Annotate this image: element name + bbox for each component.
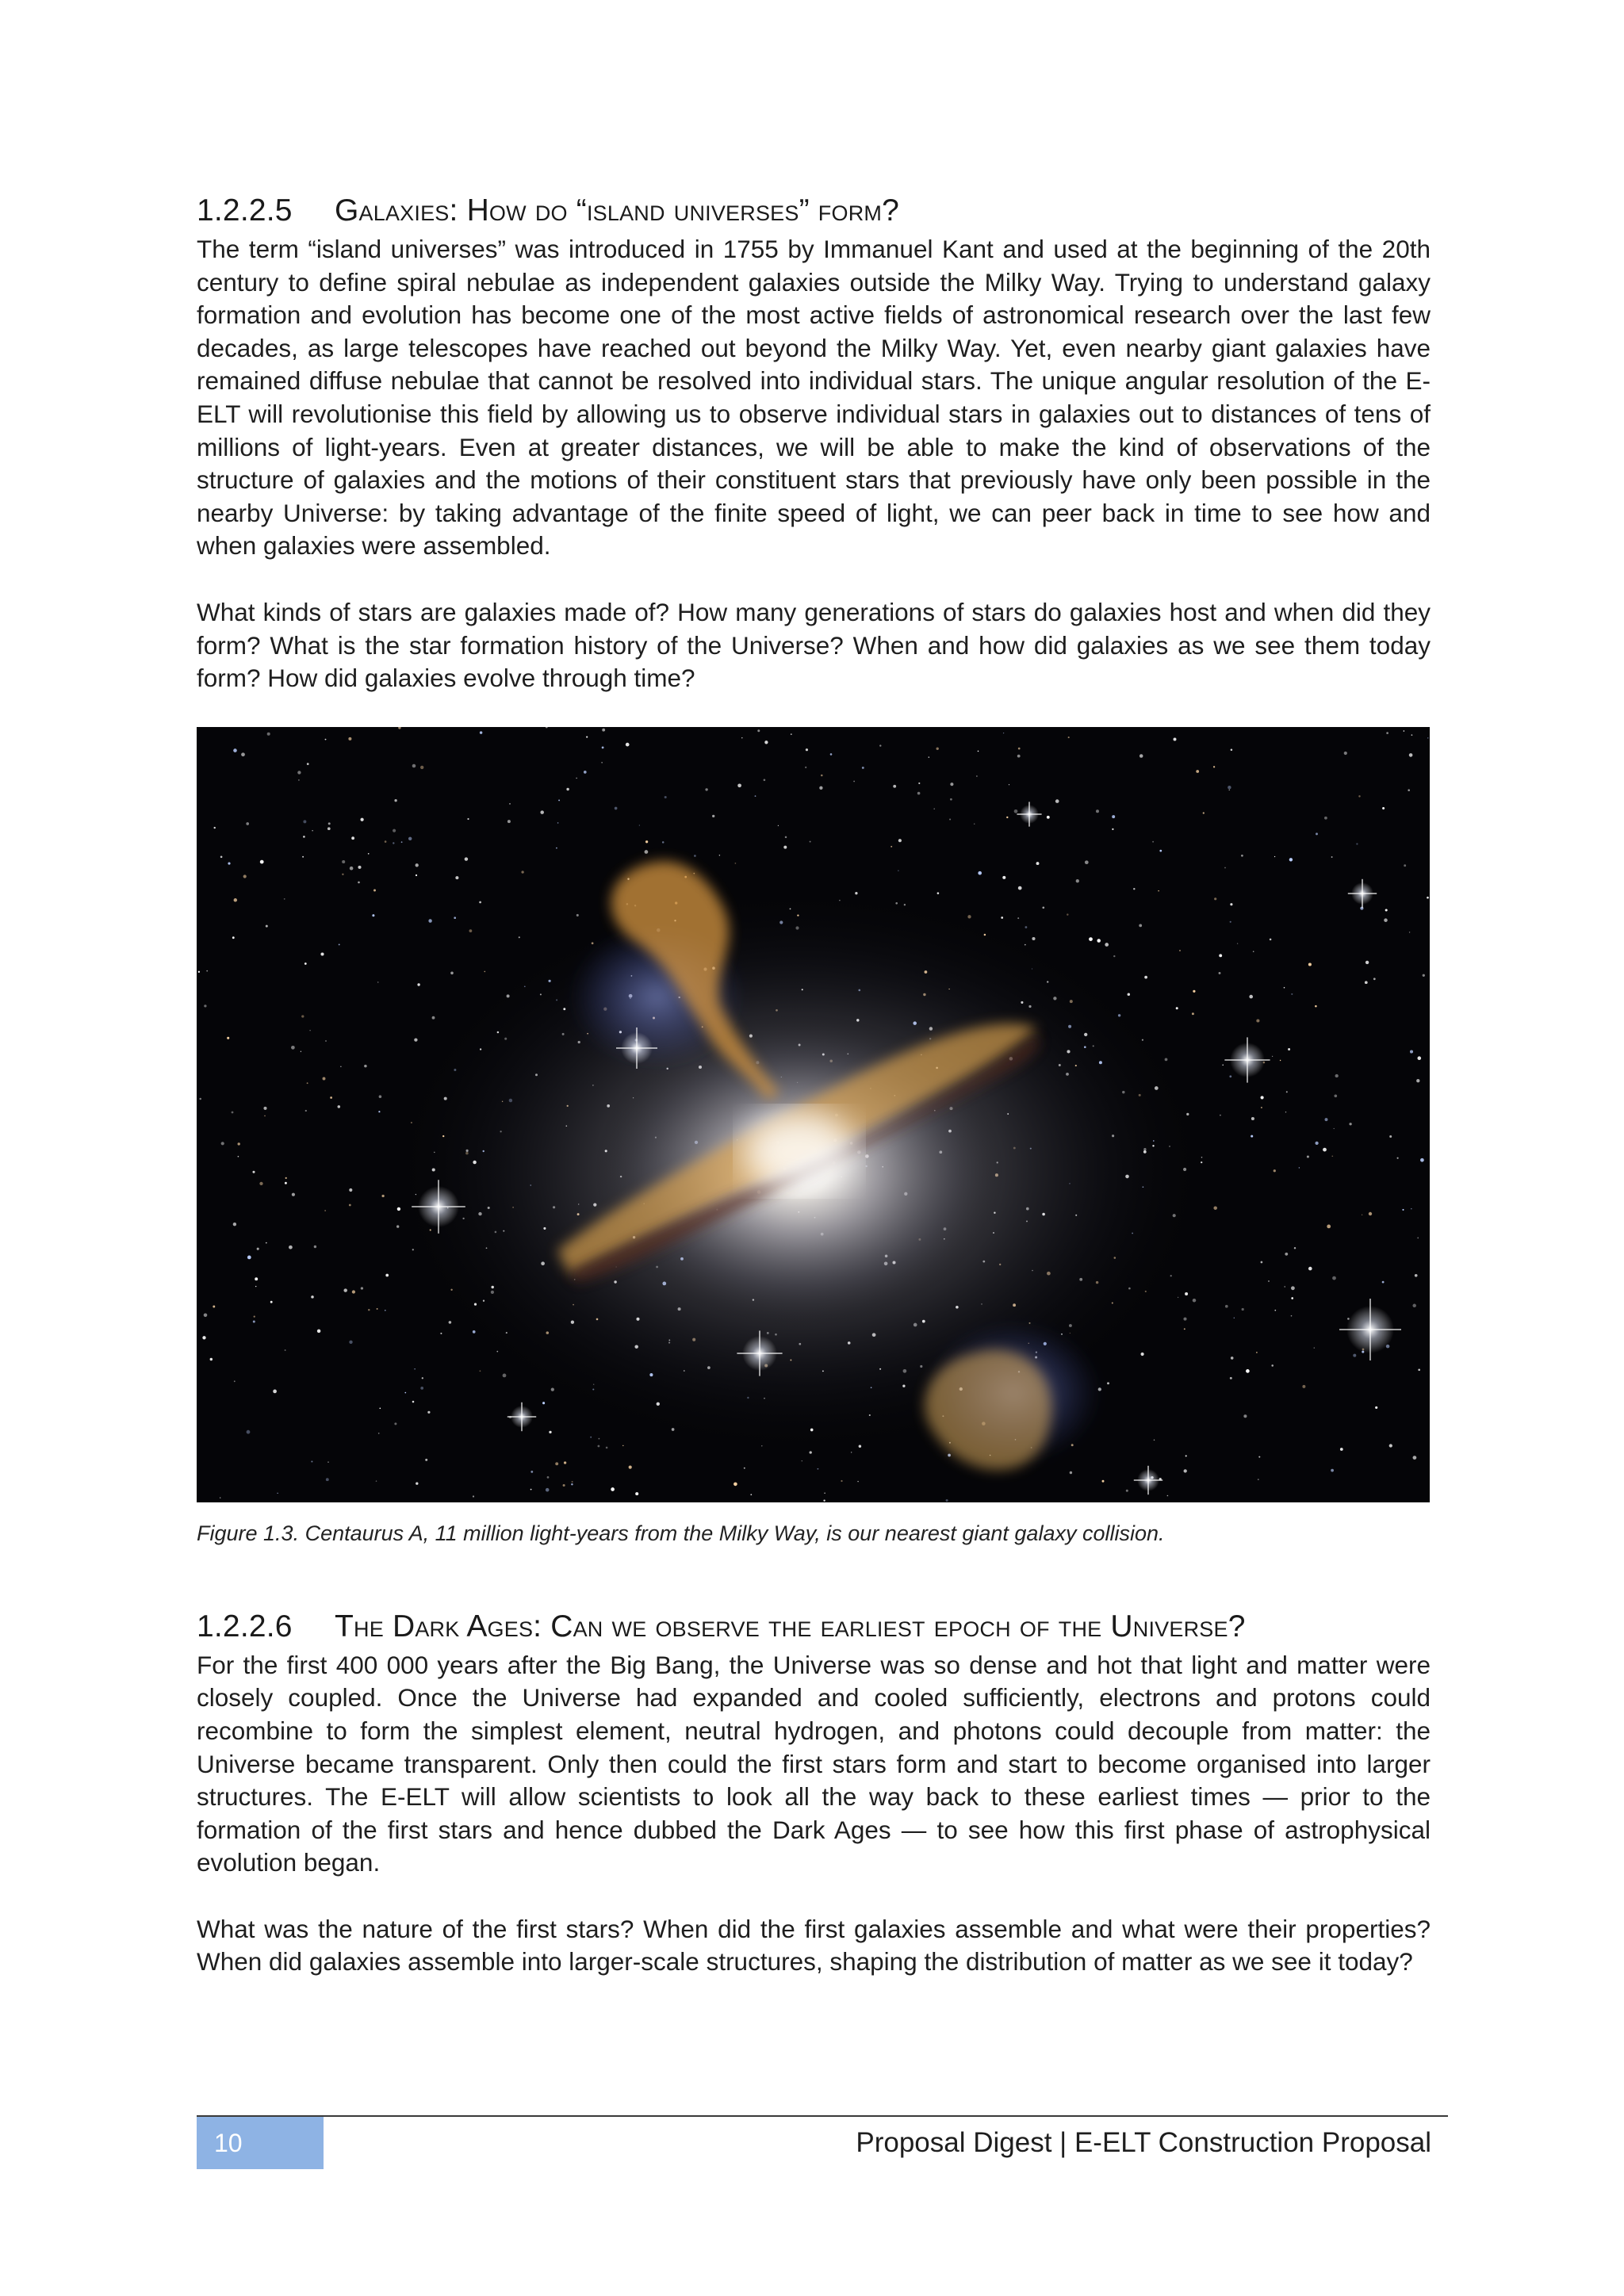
paragraph: The term “island universes” was introduced in 1755 by Immanuel Kant and used at the beginning of the 20th century to define spiral nebulae as independent galaxies outside the Milky Way. Trying to understand galaxy formation and evolution has become one of the most active fields of astronomical research over the last few decades, as large telescopes have reached out beyond the Milky Way. Yet, even nearby giant galaxies have remained diffuse nebulae that cannot be resolved into individual stars. The unique angular resolution of the E-ELT will revolutionise this field by allowing us to observe individual stars in galaxies out to distances of tens of millions of light-years. Even at greater distances, we will be able to make the kind of observations of the structure of galaxies and the motions of their constituent stars that previously have only been possible in the nearby Universe: by taking advantage of the finite speed of light, we can peer back in time to see how and when galaxies were assembled. (197, 235, 1431, 561)
section-title: Galaxies: How do “island universes” form? (335, 193, 899, 228)
page-content (197, 193, 1431, 1979)
section-title: The Dark Ages: Can we observe the earliest epoch of the Universe? (335, 1609, 1246, 1644)
page-number: 10 (197, 2117, 324, 2169)
section-heading-dark-ages (197, 1609, 1431, 1644)
section-heading-galaxies (197, 193, 1431, 228)
paragraph: For the first 400 000 years after the Big Bang, the Universe was so dense and hot that light and matter were closely coupled. Once the Universe had expanded and cooled sufficiently, electrons and protons could recombine to form the simplest element, neutral hydrogen, and photons could decouple from matter: the Universe became transparent. Only then could the first stars form and start to become organised into larger structures. The E-ELT will allow scientists to look all the way back to these earliest times — prior to the formation of the first stars and hence dubbed the Dark Ages — to see how this first phase of astrophysical evolution began. (197, 1650, 1431, 1877)
figure-centaurus-a-image (197, 727, 1430, 1502)
footer-text: Proposal Digest | E-ELT Construction Proposal (856, 2127, 1431, 2158)
section-number: 1.2.2.6 (197, 1609, 293, 1644)
paragraph: What was the nature of the first stars? When did the first galaxies assemble and what were their properties? When did galaxies assemble into larger-scale structures, shaping the distribution of matter as we see it today? (197, 1914, 1431, 1976)
figure-caption: Figure 1.3. Centaurus A, 11 million light-years from the Milky Way, is our nearest giant galaxy collision. (197, 1521, 1165, 1545)
paragraph: What kinds of stars are galaxies made of? How many generations of stars do galaxies host and when did they form? What is the star formation history of the Universe? When and how did galaxies as we see them today form? How did galaxies evolve through time? (197, 597, 1431, 693)
footer-divider (197, 2115, 1448, 2117)
section-number: 1.2.2.5 (197, 193, 293, 228)
section-dark-ages (197, 1609, 1431, 1979)
